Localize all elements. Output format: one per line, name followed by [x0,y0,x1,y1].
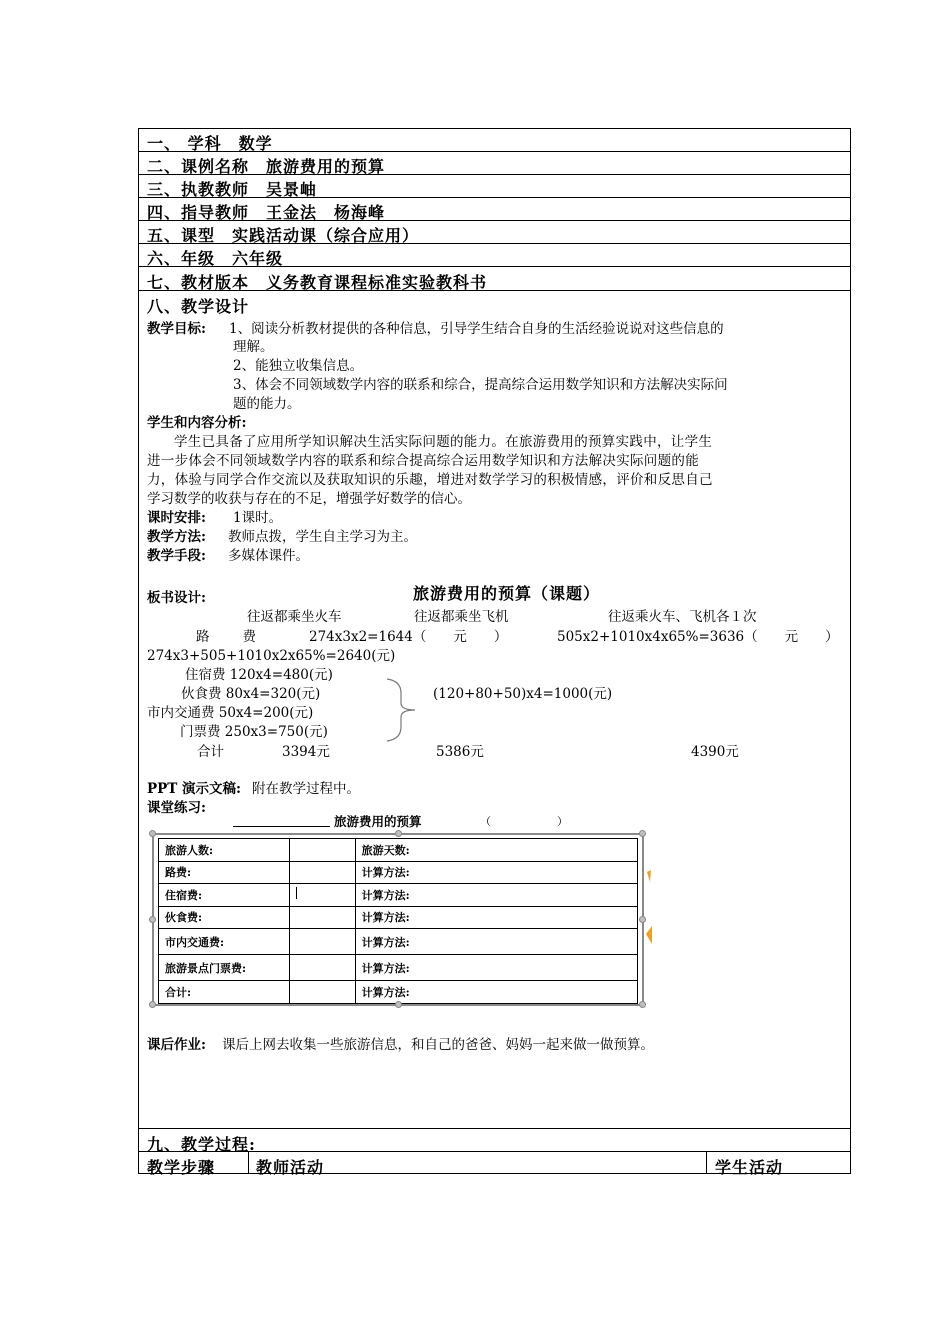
cell-label: 旅游人数: [159,839,290,862]
board-road-plane: 274x3+505+1010x2x65%=2640(元) [147,648,396,664]
cell-input[interactable] [289,884,355,907]
process-title: 九、教学过程: [147,1135,256,1154]
cell-label: 旅游天数: [355,839,637,862]
textbook-row: 七、教材版本 义务教育课程标准实验教科书 [147,273,488,292]
board-total-plane: 5386元 [436,744,484,760]
cell-input[interactable] [289,981,355,1004]
board-food: 伙食费 80x4=320(元) [181,686,321,702]
board-tickets: 门票费 250x3=750(元) [180,724,328,740]
resize-handle[interactable] [149,916,156,923]
col-step: 教学步骤 [147,1158,216,1177]
board-label: 板书设计: [147,590,206,606]
board-transit: 市内交通费 50x4=200(元) [147,705,314,721]
goal-3-line1: 3、体会不同领域数学内容的联系和综合，提高综合运用数学知识和方法解决实际问 [233,377,728,393]
board-total-mix: 4390元 [691,744,739,760]
means-label: 教学手段: [147,548,206,564]
goal-1-line2: 理解。 [233,339,274,355]
cell-label: 计算方法: [355,955,637,981]
board-title: 旅游费用的预算（课题） [413,584,601,603]
resize-handle[interactable] [639,830,646,837]
table-row [159,861,638,884]
teacher-row: 三、执教教师 吴景岫 [147,180,318,199]
board-total-label: 合计 [197,744,224,760]
analysis-line: 力，体验与同学合作交流以及获取知识的乐趣，增进对数学学习的积极情感，评价和反思自己 [147,472,713,488]
decorative-fragment-icon [644,868,654,948]
col-student: 学生活动 [715,1158,784,1177]
cell-label: 计算方法: [355,861,637,884]
method-value: 教师点拨，学生自主学习为主。 [228,529,417,545]
analysis-label: 学生和内容分析: [147,415,247,431]
practice-label: 课堂练习: [147,800,206,816]
goal-1-line1: 1、阅读分析教材提供的各种信息，引导学生结合自身的生活经验说说对这些信息的 [229,321,724,337]
board-road-label: 路 费 [196,629,258,645]
cell-input[interactable] [289,906,355,929]
table-row [159,929,638,955]
subject-row: 一、 学科 数学 [147,134,273,153]
board-col-train: 往返都乘坐火车 [247,609,342,625]
resize-handle[interactable] [149,1001,156,1008]
homework-label: 课后作业: [147,1037,206,1053]
table-row [159,884,638,907]
col-teacher: 教师活动 [256,1158,325,1177]
analysis-line: 学生已具备了应用所学知识解决生活实际问题的能力。在旅游费用的预算实践中，让学生 [174,434,713,450]
goal-3-line2: 题的能力。 [233,396,301,412]
sheet-paren: （ ） [480,815,568,828]
lesson-name-row: 二、课例名称 旅游费用的预算 [147,157,386,176]
table-row [159,906,638,929]
cell-label: 计算方法: [355,884,637,907]
analysis-line: 学习数学的收获与存在的不足，增强学好数学的信心。 [147,491,471,507]
design-title: 八、教学设计 [147,297,250,316]
lesson-type-row: 五、课型 实践活动课（综合应用） [147,226,420,245]
cell-label: 市内交通费: [159,929,290,955]
board-lodging: 住宿费 120x4=480(元) [185,667,333,683]
advisor-row: 四、指导教师 王金法 杨海峰 [147,203,386,222]
goal-2: 2、能独立收集信息。 [233,358,364,374]
cell-input[interactable] [289,839,355,862]
practice-sheet [152,833,644,1006]
table-row [159,839,638,862]
cell-label: 计算方法: [355,906,637,929]
cell-label: 计算方法: [355,929,637,955]
goals-label: 教学目标: [147,321,206,337]
hours-label: 课时安排: [147,510,206,526]
cell-label: 路费: [159,861,290,884]
hours-value: 1课时。 [233,510,283,526]
cell-label: 合计: [159,981,290,1004]
means-value: 多媒体课件。 [228,548,309,564]
board-total-train: 3394元 [282,744,330,760]
col-divider [706,1151,707,1174]
grade-row: 六、年级 六年级 [147,249,284,268]
cell-label: 计算方法: [355,981,637,1004]
cell-input[interactable] [289,955,355,981]
board-combined: (120+80+50)x4=1000(元) [433,686,613,702]
board-road-train: 274x3x2=1644（ 元 ） [309,629,508,645]
method-label: 教学方法: [147,529,206,545]
resize-handle[interactable] [395,1001,402,1008]
cell-input[interactable] [289,861,355,884]
resize-handle[interactable] [149,830,156,837]
sheet-title: 旅游费用的预算 [334,814,422,829]
text-cursor-icon [296,887,297,899]
cell-label: 伙食费: [159,906,290,929]
brace-icon [385,677,419,743]
cell-input[interactable] [289,929,355,955]
resize-handle[interactable] [639,1001,646,1008]
cell-label: 旅游景点门票费: [159,955,290,981]
practice-table [158,838,638,1004]
table-row [159,955,638,981]
table-row [159,981,638,1004]
cell-label: 住宿费: [159,884,290,907]
resize-handle[interactable] [395,830,402,837]
ppt-label: PPT 演示文稿: [147,781,242,797]
board-col-mix: 往返乘火车、飞机各１次 [608,609,757,625]
homework-value: 课后上网去收集一些旅游信息，和自己的爸爸、妈妈一起来做一做预算。 [222,1037,654,1053]
sheet-title-underline [233,826,330,827]
row-divider [138,1128,851,1129]
board-road-mix: 505x2+1010x4x65%=3636（ 元 ） [557,629,839,645]
analysis-line: 进一步体会不同领域数学内容的联系和综合提高综合运用数学知识和方法解决实际问题的能 [147,453,699,469]
ppt-value: 附在教学过程中。 [252,781,360,797]
board-col-plane: 往返都乘坐飞机 [414,609,509,625]
